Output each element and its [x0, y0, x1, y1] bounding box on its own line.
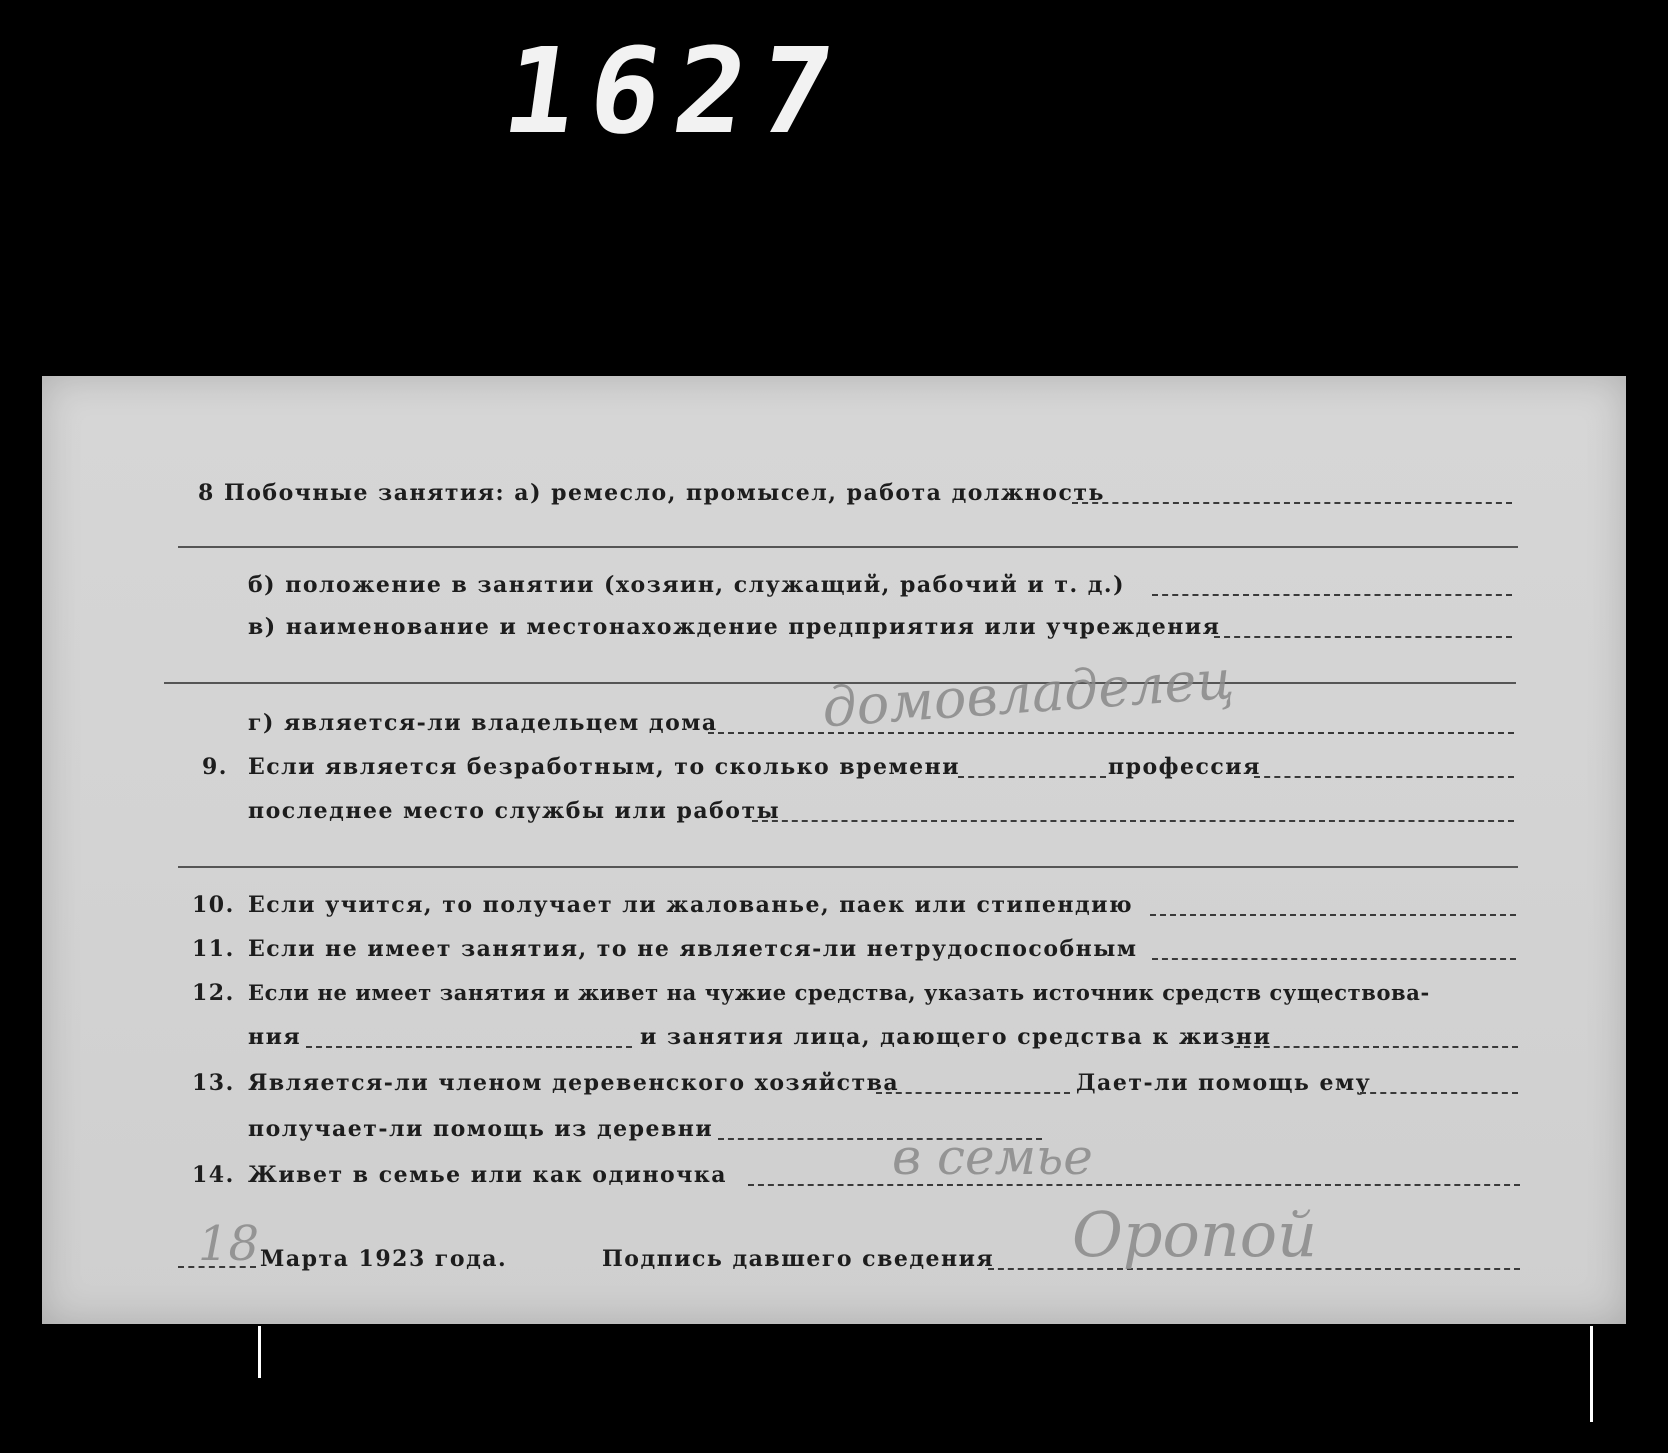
q13-help: Дает-ли помощь ему — [1076, 1070, 1372, 1096]
frame-number: 1627 — [495, 22, 855, 160]
q12-num: 12. — [192, 980, 235, 1006]
q12-cont1-fill — [306, 1046, 632, 1048]
q12-cont1: ния — [248, 1024, 302, 1050]
q11-fill — [1152, 958, 1516, 960]
q14-text: Живет в семье или как одиночка — [248, 1162, 727, 1188]
q8-b-fill — [1152, 594, 1512, 596]
q10-fill — [1150, 914, 1516, 916]
q12-text: Если не имеет занятия и живет на чужие средства, указать источник средств существова- — [248, 980, 1430, 1005]
handwriting-signature: Оропой — [1072, 1198, 1318, 1271]
q8-v-fill — [1214, 636, 1512, 638]
census-form-card — [42, 376, 1626, 1324]
q13-help-fill — [1360, 1092, 1518, 1094]
q12-cont2: и занятия лица, дающего средства к жизни — [640, 1024, 1272, 1050]
q13-cont: получает-ли помощь из деревни — [248, 1116, 714, 1142]
q13-text: Является-ли членом деревенского хозяйства — [248, 1070, 900, 1096]
q8-b: б) положение в занятии (хозяин, служащий, рабочий и т. д.) — [248, 572, 1126, 598]
q9-last-fill — [752, 820, 1514, 822]
q9-prof: профессия — [1108, 754, 1261, 780]
film-tick-right — [1590, 1326, 1593, 1422]
q9-last: последнее место службы или работы — [248, 798, 781, 824]
handwriting-family: в семье — [892, 1128, 1093, 1186]
handwriting-day: 18 — [198, 1216, 260, 1272]
signature-label: Подпись давшего сведения — [602, 1246, 995, 1272]
film-tick-left — [258, 1326, 261, 1378]
q10-num: 10. — [192, 892, 235, 918]
q10-text: Если учится, то получает ли жалованье, паек или стипендию — [248, 892, 1134, 918]
q8-rule — [178, 546, 1518, 548]
q13-num: 13. — [192, 1070, 235, 1096]
q9-prof-fill — [1254, 776, 1514, 778]
q12-cont2-fill — [1234, 1046, 1518, 1048]
q13-fill — [876, 1092, 1070, 1094]
q9-text: Если является безработным, то сколько времени — [248, 754, 961, 780]
q8-main: 8 Побочные занятия: а) ремесло, промысел, работа должность — [198, 480, 1105, 506]
q14-num: 14. — [192, 1162, 235, 1188]
q9-rule — [178, 866, 1518, 868]
handwriting-owner: домовладелец — [820, 647, 1236, 740]
q11-text: Если не имеет занятия, то не является-ли нетрудоспособным — [248, 936, 1138, 962]
q11-num: 11. — [192, 936, 235, 962]
q8-v: в) наименование и местонахождение предприятия или учреждения — [248, 614, 1221, 640]
q9-num: 9. — [202, 754, 228, 780]
date-month: Марта 1923 года. — [260, 1246, 508, 1272]
q14-fill — [748, 1184, 1520, 1186]
q8-g: г) является-ли владельцем дома — [248, 710, 718, 736]
q8-main-fill — [1072, 502, 1512, 504]
q9-time-fill — [958, 776, 1106, 778]
